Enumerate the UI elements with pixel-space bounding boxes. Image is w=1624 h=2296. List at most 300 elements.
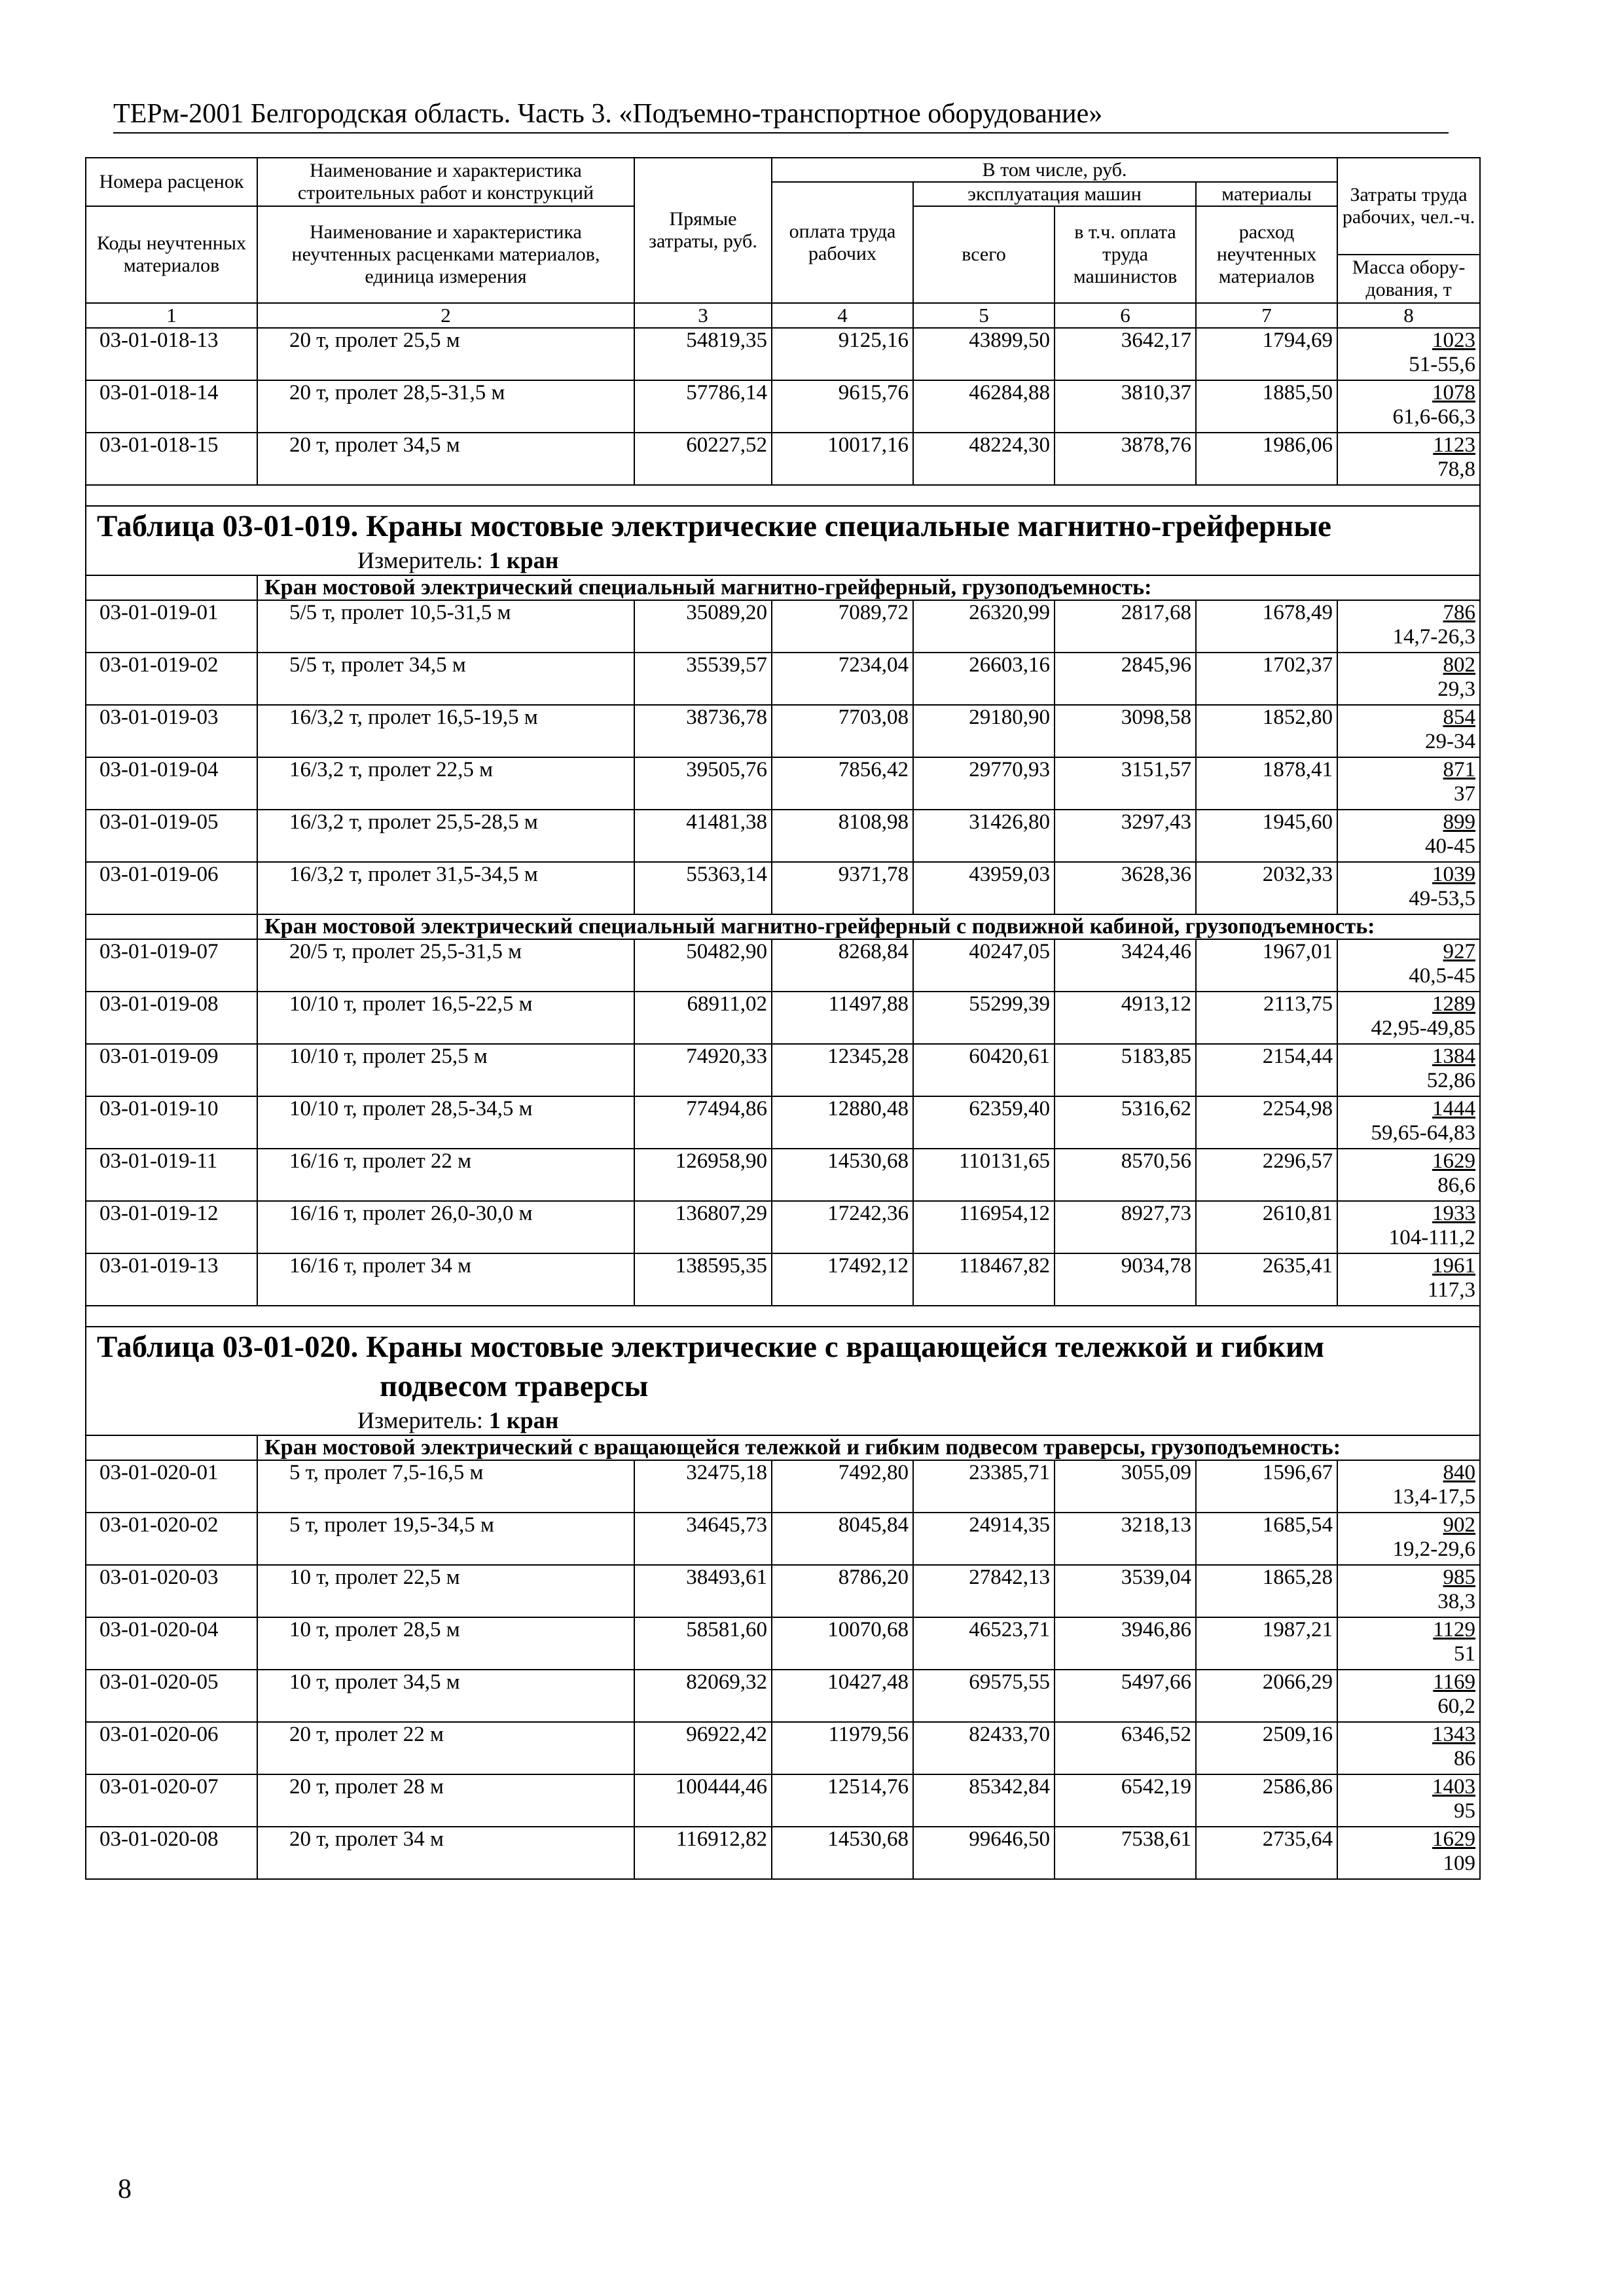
table-row: [86, 380, 1480, 433]
labor-pay-cell: 8786,20: [772, 1565, 913, 1617]
rate-code-cell: 03-01-019-09: [86, 1044, 257, 1096]
machinist-pay-cell: 6346,52: [1055, 1722, 1196, 1774]
col-number: 4: [772, 303, 913, 328]
machines-total-cell: 118467,82: [913, 1253, 1055, 1306]
work-name-cell: 10 т, пролет 22,5 м: [257, 1565, 634, 1617]
labor-hours: 786: [1443, 601, 1476, 624]
labor-hours: 1933: [1432, 1202, 1476, 1225]
direct-costs-cell: 126958,90: [634, 1149, 772, 1201]
materials-cell: 2066,29: [1196, 1670, 1337, 1722]
machinist-pay-cell: 9034,78: [1055, 1253, 1196, 1306]
direct-costs-cell: 116912,82: [634, 1827, 772, 1879]
table-row: [86, 600, 1480, 653]
labor-pay-cell: 14530,68: [772, 1149, 913, 1201]
direct-costs-cell: 50482,90: [634, 939, 772, 992]
materials-cell: 1685,54: [1196, 1513, 1337, 1565]
machines-total-cell: 24914,35: [913, 1513, 1055, 1565]
labor-pay-cell: 12345,28: [772, 1044, 913, 1096]
machines-total-cell: 46284,88: [913, 380, 1055, 433]
labor-hours: 899: [1443, 810, 1476, 834]
table-row: [86, 1253, 1480, 1306]
table-row: [86, 939, 1480, 992]
machines-total-cell: 40247,05: [913, 939, 1055, 992]
labor-hours: 1123: [1433, 433, 1476, 457]
col-number: 1: [86, 303, 257, 328]
machines-total-cell: 43899,50: [913, 328, 1055, 380]
machinist-pay-cell: 3055,09: [1055, 1460, 1196, 1513]
section-gap: [86, 485, 1480, 506]
materials-cell: 1987,21: [1196, 1617, 1337, 1670]
labor-hours: 1039: [1432, 863, 1476, 886]
machines-total-cell: 43959,03: [913, 862, 1055, 914]
work-name-cell: 10 т, пролет 34,5 м: [257, 1670, 634, 1722]
col-header-work-name: Наименование и характеристика строительных работ и конструкций: [257, 158, 634, 206]
labor-mass-cell: [1337, 992, 1480, 1044]
col-header-material-codes: Коды неучтенных материалов: [86, 206, 257, 303]
machinist-pay-cell: 3151,57: [1055, 757, 1196, 810]
group-spacer: [86, 914, 257, 939]
equipment-mass: 104-111,2: [1388, 1226, 1476, 1249]
direct-costs-cell: 54819,35: [634, 328, 772, 380]
col-header-material-names: Наименование и характеристика неучтенных расценками материалов, единица измерения: [257, 206, 634, 303]
machines-total-cell: 46523,71: [913, 1617, 1055, 1670]
table-row: [86, 1096, 1480, 1149]
rate-code-cell: 03-01-019-01: [86, 600, 257, 653]
group-heading: Кран мостовой электрический специальный магнитно-грейферный с подвижной кабиной, грузоподъемность:: [257, 914, 1480, 939]
table-row: [86, 705, 1480, 757]
equipment-mass: 51: [1454, 1642, 1476, 1666]
equipment-mass: 49-53,5: [1409, 887, 1476, 910]
labor-pay-cell: 8108,98: [772, 810, 913, 862]
labor-mass-cell: [1337, 862, 1480, 914]
machines-total-cell: 60420,61: [913, 1044, 1055, 1096]
materials-cell: 1865,28: [1196, 1565, 1337, 1617]
direct-costs-cell: 38493,61: [634, 1565, 772, 1617]
table-row: [86, 433, 1480, 485]
labor-hours: 1129: [1433, 1618, 1476, 1641]
col-header-machines: эксплуатация машин: [913, 182, 1196, 206]
labor-pay-cell: 11979,56: [772, 1722, 913, 1774]
rate-code-cell: 03-01-019-03: [86, 705, 257, 757]
labor-mass-cell: [1337, 705, 1480, 757]
labor-hours: 1961: [1432, 1254, 1476, 1278]
labor-mass-cell: [1337, 939, 1480, 992]
labor-hours: 854: [1443, 706, 1476, 729]
machines-total-cell: 23385,71: [913, 1460, 1055, 1513]
equipment-mass: 13,4-17,5: [1392, 1485, 1476, 1509]
equipment-mass: 60,2: [1437, 1695, 1476, 1718]
direct-costs-cell: 60227,52: [634, 433, 772, 485]
machines-total-cell: 85342,84: [913, 1774, 1055, 1827]
labor-hours: 902: [1443, 1513, 1476, 1537]
labor-mass-cell: [1337, 600, 1480, 653]
meter-020: Измеритель: 1 кран: [357, 1407, 559, 1433]
labor-hours: 1384: [1432, 1045, 1476, 1068]
rate-code-cell: 03-01-019-02: [86, 653, 257, 705]
machines-total-cell: 55299,39: [913, 992, 1055, 1044]
machinist-pay-cell: 4913,12: [1055, 992, 1196, 1044]
col-number: 7: [1196, 303, 1337, 328]
labor-hours: 1629: [1432, 1827, 1476, 1851]
materials-cell: 1678,49: [1196, 600, 1337, 653]
work-name-cell: 20 т, пролет 28 м: [257, 1774, 634, 1827]
labor-pay-cell: 8045,84: [772, 1513, 913, 1565]
machinist-pay-cell: 5316,62: [1055, 1096, 1196, 1149]
rate-code-cell: 03-01-019-10: [86, 1096, 257, 1149]
direct-costs-cell: 82069,32: [634, 1670, 772, 1722]
table-title-block: [86, 506, 1480, 575]
machinist-pay-cell: 8570,56: [1055, 1149, 1196, 1201]
labor-hours: 1444: [1432, 1097, 1476, 1121]
labor-hours: 1289: [1432, 992, 1476, 1016]
direct-costs-cell: 77494,86: [634, 1096, 772, 1149]
labor-mass-cell: [1337, 1565, 1480, 1617]
work-name-cell: 16/16 т, пролет 22 м: [257, 1149, 634, 1201]
col-header-labor-pay: оплата труда рабочих: [772, 182, 913, 303]
machinist-pay-cell: 2817,68: [1055, 600, 1196, 653]
group-heading: Кран мостовой электрический с вращающейся тележкой и гибким подвесом траверсы, грузоподъемность:: [257, 1435, 1480, 1460]
labor-mass-cell: [1337, 1774, 1480, 1827]
work-name-cell: 5 т, пролет 7,5-16,5 м: [257, 1460, 634, 1513]
direct-costs-cell: 32475,18: [634, 1460, 772, 1513]
col-header-mass: Масса обору-дования, т: [1337, 255, 1480, 303]
group-spacer: [86, 575, 257, 600]
labor-hours: 1629: [1432, 1149, 1476, 1173]
labor-hours: 871: [1443, 758, 1476, 781]
machines-total-cell: 48224,30: [913, 433, 1055, 485]
labor-mass-cell: [1337, 810, 1480, 862]
rate-code-cell: 03-01-019-11: [86, 1149, 257, 1201]
direct-costs-cell: 38736,78: [634, 705, 772, 757]
work-name-cell: 20 т, пролет 28,5-31,5 м: [257, 380, 634, 433]
materials-cell: 1702,37: [1196, 653, 1337, 705]
equipment-mass: 117,3: [1428, 1278, 1476, 1302]
equipment-mass: 86,6: [1437, 1174, 1476, 1197]
labor-hours: 802: [1443, 653, 1476, 677]
rate-code-cell: 03-01-018-15: [86, 433, 257, 485]
work-name-cell: 20 т, пролет 34,5 м: [257, 433, 634, 485]
col-number: 5: [913, 303, 1055, 328]
work-name-cell: 16/3,2 т, пролет 25,5-28,5 м: [257, 810, 634, 862]
group-spacer: [86, 1435, 257, 1460]
materials-cell: 2032,33: [1196, 862, 1337, 914]
labor-hours: 1078: [1432, 381, 1476, 404]
machines-total-cell: 31426,80: [913, 810, 1055, 862]
equipment-mass: 19,2-29,6: [1392, 1537, 1476, 1561]
table-row: [86, 862, 1480, 914]
equipment-mass: 42,95-49,85: [1371, 1016, 1476, 1040]
table-row: [86, 1149, 1480, 1201]
labor-pay-cell: 7234,04: [772, 653, 913, 705]
labor-pay-cell: 10017,16: [772, 433, 913, 485]
machinist-pay-cell: 3098,58: [1055, 705, 1196, 757]
table-row: [86, 1044, 1480, 1096]
col-header-machines-total: всего: [913, 206, 1055, 303]
table-row: [86, 1565, 1480, 1617]
equipment-mass: 78,8: [1437, 457, 1476, 481]
table-row: [86, 1513, 1480, 1565]
work-name-cell: 5/5 т, пролет 34,5 м: [257, 653, 634, 705]
table-row: [86, 992, 1480, 1044]
direct-costs-cell: 39505,76: [634, 757, 772, 810]
col-number: 2: [257, 303, 634, 328]
col-header-direct-costs: Прямые затраты, руб.: [634, 158, 772, 303]
machinist-pay-cell: 3642,17: [1055, 328, 1196, 380]
labor-mass-cell: [1337, 1827, 1480, 1879]
labor-mass-cell: [1337, 1253, 1480, 1306]
work-name-cell: 16/3,2 т, пролет 31,5-34,5 м: [257, 862, 634, 914]
header-rule: [113, 132, 1449, 134]
table-row: [86, 1460, 1480, 1513]
labor-hours: 1169: [1433, 1670, 1476, 1694]
direct-costs-cell: 34645,73: [634, 1513, 772, 1565]
labor-pay-cell: 14530,68: [772, 1827, 913, 1879]
direct-costs-cell: 57786,14: [634, 380, 772, 433]
labor-mass-cell: [1337, 1044, 1480, 1096]
machines-total-cell: 110131,65: [913, 1149, 1055, 1201]
work-name-cell: 16/3,2 т, пролет 22,5 м: [257, 757, 634, 810]
rate-code-cell: 03-01-019-07: [86, 939, 257, 992]
machines-total-cell: 29770,93: [913, 757, 1055, 810]
materials-cell: 2296,57: [1196, 1149, 1337, 1201]
table-row: [86, 1827, 1480, 1879]
meter-019: Измеритель: 1 кран: [357, 547, 559, 573]
running-title: ТЕРм-2001 Белгородская область. Часть 3. «Подъемно-транспортное оборудование»: [113, 99, 1103, 129]
machinist-pay-cell: 2845,96: [1055, 653, 1196, 705]
rate-code-cell: 03-01-020-04: [86, 1617, 257, 1670]
materials-cell: 2113,75: [1196, 992, 1337, 1044]
equipment-mass: 51-55,6: [1409, 353, 1476, 376]
labor-pay-cell: 10070,68: [772, 1617, 913, 1670]
work-name-cell: 20/5 т, пролет 25,5-31,5 м: [257, 939, 634, 992]
col-header-machinist-pay: в т.ч. оплата труда машинистов: [1055, 206, 1196, 303]
col-header-materials: материалы: [1196, 182, 1337, 206]
rate-code-cell: 03-01-019-13: [86, 1253, 257, 1306]
group-heading: Кран мостовой электрический специальный магнитно-грейферный, грузоподъемность:: [257, 575, 1480, 600]
materials-cell: 2586,86: [1196, 1774, 1337, 1827]
labor-hours: 927: [1443, 940, 1476, 963]
table-title-019: Таблица 03-01-019. Краны мостовые электрические специальные магнитно-грейферные: [97, 509, 1331, 543]
equipment-mass: 38,3: [1437, 1590, 1476, 1613]
machines-total-cell: 29180,90: [913, 705, 1055, 757]
table-row: [86, 1670, 1480, 1722]
col-header-incl: В том числе, руб.: [772, 158, 1337, 182]
direct-costs-cell: 58581,60: [634, 1617, 772, 1670]
direct-costs-cell: 136807,29: [634, 1201, 772, 1253]
machinist-pay-cell: 8927,73: [1055, 1201, 1196, 1253]
work-name-cell: 10 т, пролет 28,5 м: [257, 1617, 634, 1670]
direct-costs-cell: 138595,35: [634, 1253, 772, 1306]
work-name-cell: 20 т, пролет 34 м: [257, 1827, 634, 1879]
equipment-mass: 29,3: [1437, 677, 1476, 701]
labor-mass-cell: [1337, 1201, 1480, 1253]
rate-code-cell: 03-01-019-06: [86, 862, 257, 914]
labor-pay-cell: 9371,78: [772, 862, 913, 914]
materials-cell: 1878,41: [1196, 757, 1337, 810]
labor-mass-cell: [1337, 1722, 1480, 1774]
rate-code-cell: 03-01-019-04: [86, 757, 257, 810]
labor-hours: 840: [1443, 1461, 1476, 1484]
direct-costs-cell: 35089,20: [634, 600, 772, 653]
labor-mass-cell: [1337, 1096, 1480, 1149]
materials-cell: 2635,41: [1196, 1253, 1337, 1306]
labor-mass-cell: [1337, 1670, 1480, 1722]
materials-cell: 2735,64: [1196, 1827, 1337, 1879]
col-number: 3: [634, 303, 772, 328]
materials-cell: 2610,81: [1196, 1201, 1337, 1253]
equipment-mass: 37: [1454, 782, 1476, 806]
equipment-mass: 86: [1454, 1747, 1476, 1770]
labor-mass-cell: [1337, 380, 1480, 433]
materials-cell: 2154,44: [1196, 1044, 1337, 1096]
work-name-cell: 16/16 т, пролет 26,0-30,0 м: [257, 1201, 634, 1253]
col-header-rate-number: Номера расценок: [86, 158, 257, 206]
labor-pay-cell: 11497,88: [772, 992, 913, 1044]
work-name-cell: 20 т, пролет 22 м: [257, 1722, 634, 1774]
rate-code-cell: 03-01-020-03: [86, 1565, 257, 1617]
machines-total-cell: 27842,13: [913, 1565, 1055, 1617]
direct-costs-cell: 68911,02: [634, 992, 772, 1044]
table-row: [86, 810, 1480, 862]
machinist-pay-cell: 5183,85: [1055, 1044, 1196, 1096]
work-name-cell: 20 т, пролет 25,5 м: [257, 328, 634, 380]
labor-mass-cell: [1337, 1149, 1480, 1201]
labor-pay-cell: 12514,76: [772, 1774, 913, 1827]
materials-cell: 1945,60: [1196, 810, 1337, 862]
labor-pay-cell: 17242,36: [772, 1201, 913, 1253]
equipment-mass: 29-34: [1425, 730, 1476, 753]
materials-cell: 2509,16: [1196, 1722, 1337, 1774]
rate-code-cell: 03-01-020-08: [86, 1827, 257, 1879]
table-row: [86, 757, 1480, 810]
section-gap: [86, 1306, 1480, 1327]
labor-mass-cell: [1337, 653, 1480, 705]
machines-total-cell: 116954,12: [913, 1201, 1055, 1253]
work-name-cell: 10/10 т, пролет 25,5 м: [257, 1044, 634, 1096]
col-header-unaccounted-materials: расход неучтенных материалов: [1196, 206, 1337, 303]
col-number: 8: [1337, 303, 1480, 328]
labor-mass-cell: [1337, 757, 1480, 810]
materials-cell: 1986,06: [1196, 433, 1337, 485]
table-row: [86, 1722, 1480, 1774]
work-name-cell: 5 т, пролет 19,5-34,5 м: [257, 1513, 634, 1565]
machines-total-cell: 69575,55: [913, 1670, 1055, 1722]
machinist-pay-cell: 3424,46: [1055, 939, 1196, 992]
table-row: [86, 1201, 1480, 1253]
page-number: 8: [118, 2174, 132, 2204]
labor-pay-cell: 7703,08: [772, 705, 913, 757]
rate-code-cell: 03-01-018-13: [86, 328, 257, 380]
machinist-pay-cell: 6542,19: [1055, 1774, 1196, 1827]
materials-cell: 1852,80: [1196, 705, 1337, 757]
labor-pay-cell: 7856,42: [772, 757, 913, 810]
labor-pay-cell: 9615,76: [772, 380, 913, 433]
rate-code-cell: 03-01-019-12: [86, 1201, 257, 1253]
materials-cell: 1885,50: [1196, 380, 1337, 433]
work-name-cell: 10/10 т, пролет 28,5-34,5 м: [257, 1096, 634, 1149]
machines-total-cell: 62359,40: [913, 1096, 1055, 1149]
labor-mass-cell: [1337, 1513, 1480, 1565]
rate-code-cell: 03-01-018-14: [86, 380, 257, 433]
equipment-mass: 59,65-64,83: [1371, 1121, 1476, 1145]
table-row: [86, 1774, 1480, 1827]
work-name-cell: 16/16 т, пролет 34 м: [257, 1253, 634, 1306]
direct-costs-cell: 55363,14: [634, 862, 772, 914]
machinist-pay-cell: 3218,13: [1055, 1513, 1196, 1565]
col-number: 6: [1055, 303, 1196, 328]
table-row: [86, 328, 1480, 380]
materials-cell: 1967,01: [1196, 939, 1337, 992]
labor-hours: 1343: [1432, 1723, 1476, 1746]
rate-code-cell: 03-01-020-06: [86, 1722, 257, 1774]
equipment-mass: 95: [1454, 1799, 1476, 1823]
rate-code-cell: 03-01-020-01: [86, 1460, 257, 1513]
machinist-pay-cell: 3628,36: [1055, 862, 1196, 914]
rate-code-cell: 03-01-020-05: [86, 1670, 257, 1722]
direct-costs-cell: 41481,38: [634, 810, 772, 862]
machinist-pay-cell: 3539,04: [1055, 1565, 1196, 1617]
labor-hours: 985: [1443, 1566, 1476, 1589]
machines-total-cell: 26603,16: [913, 653, 1055, 705]
table-title-block: [86, 1327, 1480, 1435]
machinist-pay-cell: 3946,86: [1055, 1617, 1196, 1670]
labor-mass-cell: [1337, 433, 1480, 485]
equipment-mass: 61,6-66,3: [1392, 405, 1476, 429]
equipment-mass: 52,86: [1426, 1069, 1476, 1092]
labor-pay-cell: 17492,12: [772, 1253, 913, 1306]
labor-mass-cell: [1337, 328, 1480, 380]
labor-hours: 1403: [1432, 1775, 1476, 1799]
direct-costs-cell: 100444,46: [634, 1774, 772, 1827]
labor-mass-cell: [1337, 1460, 1480, 1513]
labor-pay-cell: 10427,48: [772, 1670, 913, 1722]
work-name-cell: 16/3,2 т, пролет 16,5-19,5 м: [257, 705, 634, 757]
labor-pay-cell: 12880,48: [772, 1096, 913, 1149]
rate-code-cell: 03-01-020-02: [86, 1513, 257, 1565]
machines-total-cell: 99646,50: [913, 1827, 1055, 1879]
table-row: [86, 653, 1480, 705]
labor-pay-cell: 7089,72: [772, 600, 913, 653]
labor-pay-cell: 8268,84: [772, 939, 913, 992]
machines-total-cell: 82433,70: [913, 1722, 1055, 1774]
work-name-cell: 10/10 т, пролет 16,5-22,5 м: [257, 992, 634, 1044]
machinist-pay-cell: 3297,43: [1055, 810, 1196, 862]
table-title-020: Таблица 03-01-020. Краны мостовые электрические с вращающейся тележкой и гибким подвесом траверсы: [97, 1330, 1325, 1403]
rate-code-cell: 03-01-019-05: [86, 810, 257, 862]
rate-code-cell: 03-01-019-08: [86, 992, 257, 1044]
work-name-cell: 5/5 т, пролет 10,5-31,5 м: [257, 600, 634, 653]
direct-costs-cell: 35539,57: [634, 653, 772, 705]
machinist-pay-cell: 3878,76: [1055, 433, 1196, 485]
equipment-mass: 40-45: [1425, 834, 1476, 858]
materials-cell: 1794,69: [1196, 328, 1337, 380]
labor-mass-cell: [1337, 1617, 1480, 1670]
labor-hours: 1023: [1432, 329, 1476, 352]
equipment-mass: 14,7-26,3: [1392, 625, 1476, 649]
machinist-pay-cell: 7538,61: [1055, 1827, 1196, 1879]
machinist-pay-cell: 3810,37: [1055, 380, 1196, 433]
direct-costs-cell: 96922,42: [634, 1722, 772, 1774]
rates-table: [85, 157, 1481, 1880]
equipment-mass: 40,5-45: [1409, 964, 1476, 988]
table-row: [86, 1617, 1480, 1670]
machines-total-cell: 26320,99: [913, 600, 1055, 653]
machinist-pay-cell: 5497,66: [1055, 1670, 1196, 1722]
col-header-labor-costs: Затраты труда рабочих, чел.-ч.: [1337, 158, 1480, 255]
materials-cell: 1596,67: [1196, 1460, 1337, 1513]
equipment-mass: 109: [1443, 1852, 1476, 1875]
labor-pay-cell: 9125,16: [772, 328, 913, 380]
